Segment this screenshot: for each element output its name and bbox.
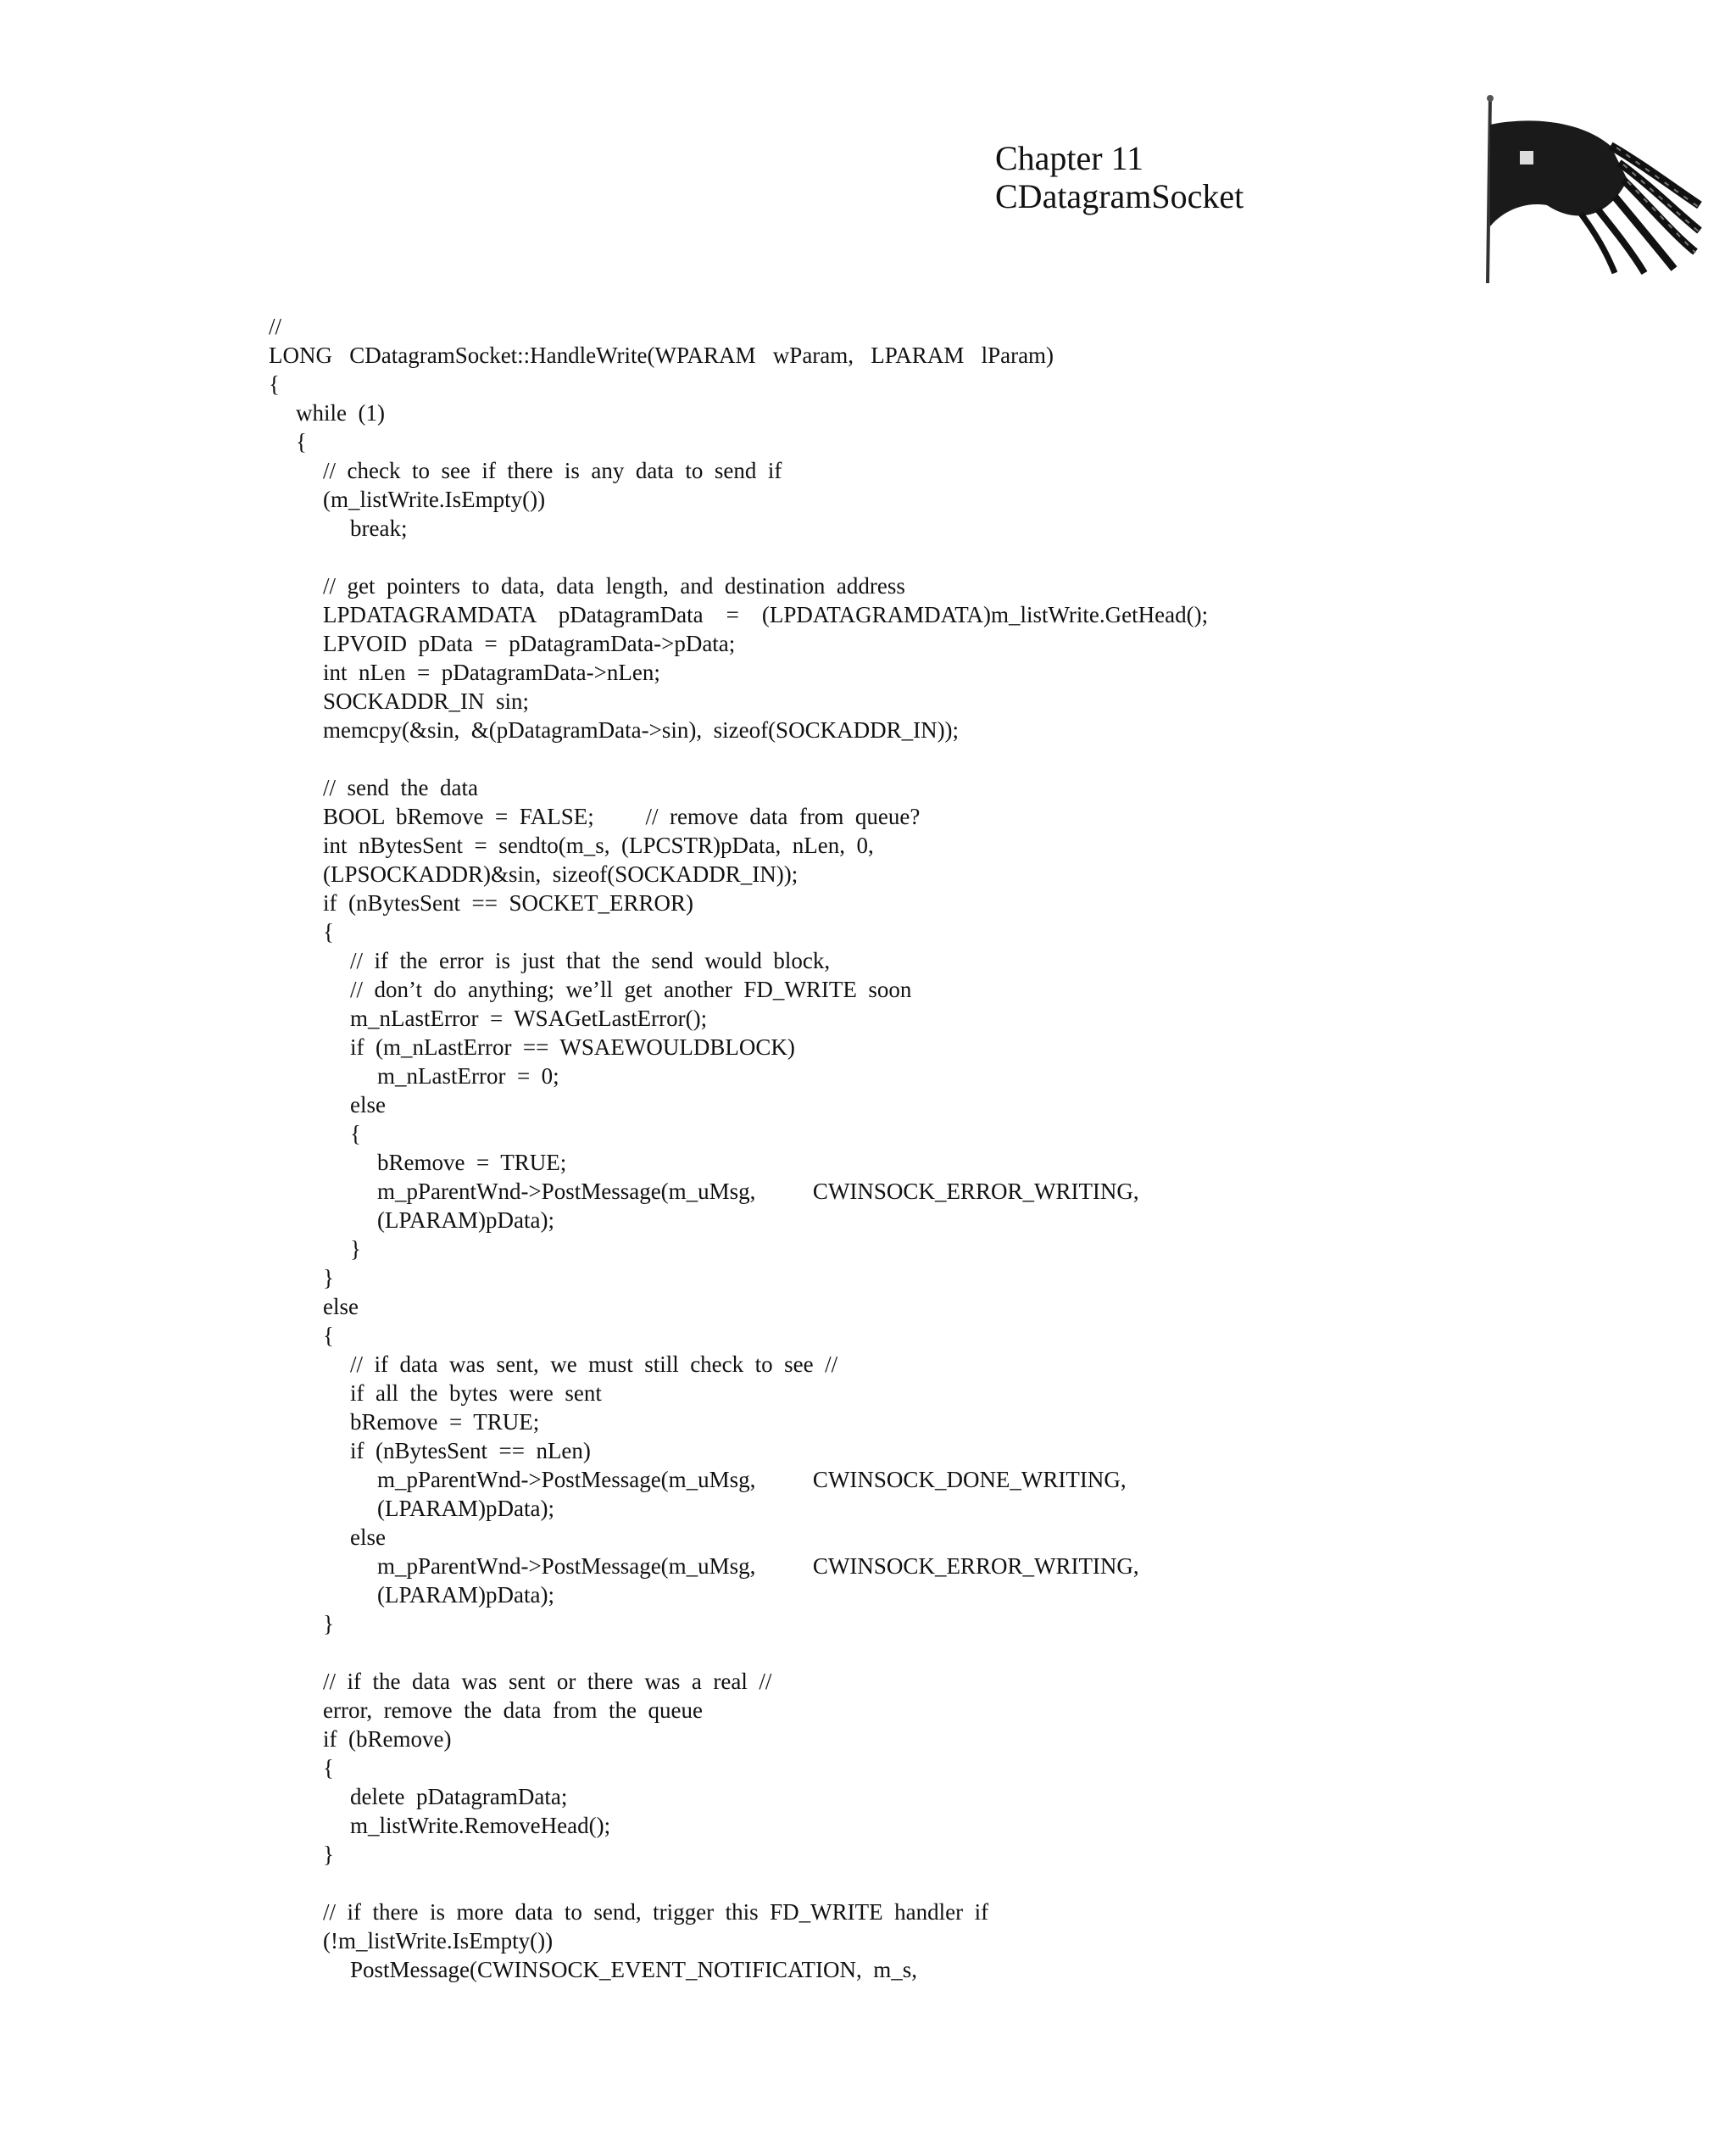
code-line: } (323, 1265, 334, 1290)
code-line: LPVOID pData = pDatagramData->pData; (323, 631, 736, 656)
code-line: // check to see if there is any data to send if (323, 458, 782, 483)
code-line: else (350, 1092, 386, 1117)
chapter-number: Chapter 11 (995, 139, 1144, 177)
code-line: (LPARAM)pData); (377, 1496, 554, 1521)
code-line: memcpy(&sin, &(pDatagramData->sin), sizeof(SOCKADDR_IN)); (323, 717, 960, 743)
code-line: error, remove the data from the queue (323, 1697, 703, 1723)
code-line: (!m_listWrite.IsEmpty()) (323, 1928, 554, 1953)
chapter-header (995, 139, 1244, 215)
code-line: else (350, 1524, 386, 1550)
code-line: m_pParentWnd->PostMessage(m_uMsg, CWINSOCK_ERROR_WRITING, (377, 1179, 1139, 1204)
code-line: { (350, 1121, 361, 1146)
code-line: delete pDatagramData; (350, 1784, 568, 1809)
code-line: // if the error is just that the send would block, (350, 948, 831, 973)
code-line: // get pointers to data, data length, and destination address (323, 573, 905, 599)
code-line: // if there is more data to send, trigger this FD_WRITE handler if (323, 1899, 989, 1925)
code-line: { (269, 371, 280, 397)
code-line: // if the data was sent or there was a real // (323, 1669, 772, 1694)
code-line: if (nBytesSent == SOCKET_ERROR) (323, 890, 693, 916)
code-line: SOCKADDR_IN sin; (323, 688, 530, 714)
code-line: } (350, 1236, 361, 1262)
code-line: LONG CDatagramSocket::HandleWrite(WPARAM wParam, LPARAM lParam) (269, 343, 1054, 368)
code-line: PostMessage(CWINSOCK_EVENT_NOTIFICATION, m_s, (350, 1957, 917, 1982)
code-line: if (nBytesSent == nLen) (350, 1438, 591, 1463)
code-line: int nBytesSent = sendto(m_s, (LPCSTR)pData, nLen, 0, (323, 833, 874, 858)
code-line: } (323, 1611, 334, 1636)
code-line: (m_listWrite.IsEmpty()) (323, 487, 546, 512)
code-line: LPDATAGRAMDATA pDatagramData = (LPDATAGRAMDATA)m_listWrite.GetHead(); (323, 602, 1209, 627)
code-line: // (269, 314, 282, 339)
code-line: if all the bytes were sent (350, 1380, 602, 1406)
code-line: // don’t do anything; we’ll get another FD_WRITE soon (350, 977, 912, 1002)
code-line: while (1) (296, 400, 385, 426)
code-line: } (323, 1842, 334, 1867)
code-line: if (m_nLastError == WSAEWOULDBLOCK) (350, 1034, 795, 1060)
code-line: (LPARAM)pData); (377, 1582, 554, 1608)
code-line: m_listWrite.RemoveHead(); (350, 1813, 611, 1838)
code-line: BOOL bRemove = FALSE; // remove data from queue? (323, 804, 921, 829)
code-line: // send the data (323, 775, 478, 800)
code-line: m_nLastError = WSAGetLastError(); (350, 1006, 708, 1031)
code-line: (LPARAM)pData); (377, 1207, 554, 1233)
code-line: if (bRemove) (323, 1726, 452, 1752)
code-line: { (296, 429, 307, 454)
code-line: m_pParentWnd->PostMessage(m_uMsg, CWINSOCK_ERROR_WRITING, (377, 1553, 1139, 1579)
code-line: break; (350, 516, 408, 541)
code-line: { (323, 919, 334, 945)
code-line: bRemove = TRUE; (350, 1409, 540, 1435)
code-line: // if data was sent, we must still check to see // (350, 1352, 838, 1377)
code-line: else (323, 1294, 359, 1319)
code-line: m_pParentWnd->PostMessage(m_uMsg, CWINSOCK_DONE_WRITING, (377, 1467, 1127, 1492)
code-line: { (323, 1755, 334, 1781)
code-line: bRemove = TRUE; (377, 1150, 567, 1175)
code-line: m_nLastError = 0; (377, 1063, 559, 1089)
chapter-title: CDatagramSocket (995, 177, 1244, 215)
code-line: (LPSOCKADDR)&sin, sizeof(SOCKADDR_IN)); (323, 861, 798, 887)
code-line: int nLen = pDatagramData->nLen; (323, 660, 660, 685)
code-line: { (323, 1323, 334, 1348)
windsock-icon (1462, 95, 1708, 290)
code-listing (269, 312, 1625, 2008)
